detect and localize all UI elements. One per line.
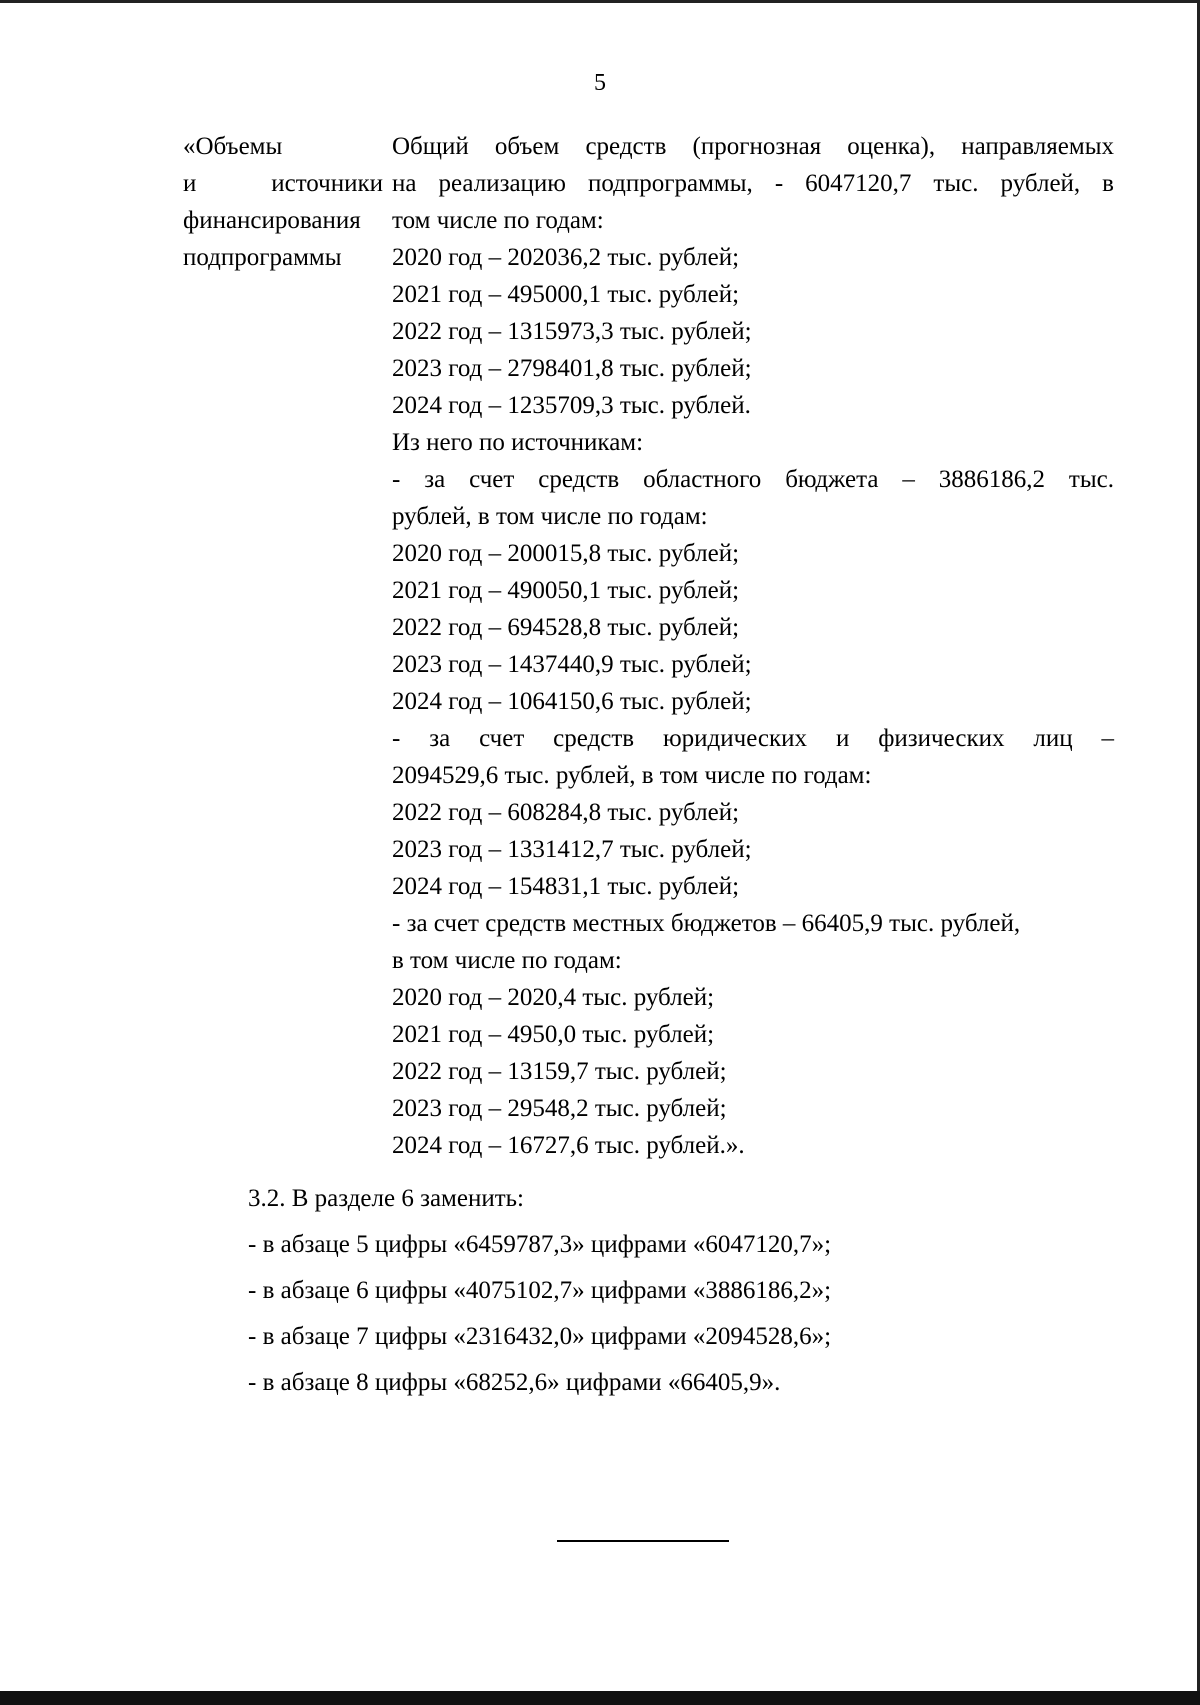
financing-source-line: - за счет средств областного бюджета – 3886186,2 тыс.: [392, 466, 1114, 493]
financing-text: [392, 128, 1114, 1164]
financing-year-line: 2023 год – 29548,2 тыс. рублей;: [392, 1095, 727, 1122]
financing-year-line: 2023 год – 1331412,7 тыс. рублей;: [392, 836, 752, 863]
financing-line: на реализацию подпрограммы, - 6047120,7 тыс. рублей, в: [392, 170, 1114, 197]
financing-year-line: 2022 год – 1315973,3 тыс. рублей;: [392, 318, 752, 345]
financing-year-line: 2024 год – 16727,6 тыс. рублей.».: [392, 1132, 745, 1159]
financing-line: 2094529,6 тыс. рублей, в том числе по годам:: [392, 762, 872, 789]
financing-year-line: 2021 год – 495000,1 тыс. рублей;: [392, 281, 740, 308]
changes-heading: 3.2. В разделе 6 заменить:: [248, 1185, 525, 1212]
page-number: 5: [594, 70, 606, 96]
financing-year-line: 2021 год – 490050,1 тыс. рублей;: [392, 577, 740, 604]
scan-edge-top: [0, 0, 1200, 3]
financing-year-line: 2022 год – 608284,8 тыс. рублей;: [392, 799, 740, 826]
financing-year-line: 2021 год – 4950,0 тыс. рублей;: [392, 1021, 715, 1048]
change-item: - в абзаце 8 цифры «68252,6» цифрами «66405,9».: [248, 1369, 781, 1396]
change-item: - в абзаце 6 цифры «4075102,7» цифрами «3886186,2»;: [248, 1277, 832, 1304]
financing-year-line: 2024 год – 1064150,6 тыс. рублей;: [392, 688, 752, 715]
section-label-line-1: «Объемы: [183, 133, 283, 160]
changes-section: [248, 1176, 1148, 1406]
section-label-line-2-left: и: [183, 170, 197, 197]
section-label-line-3: финансирования: [183, 207, 361, 234]
section-label-line-2: [183, 165, 383, 202]
financing-line: Общий объем средств (прогнозная оценка), направляемых: [392, 133, 1114, 160]
financing-source-line: - за счет средств местных бюджетов – 66405,9 тыс. рублей,: [392, 910, 1021, 937]
financing-line: в том числе по годам:: [392, 947, 622, 974]
financing-year-line: 2023 год – 1437440,9 тыс. рублей;: [392, 651, 752, 678]
financing-year-line: 2020 год – 200015,8 тыс. рублей;: [392, 540, 740, 567]
section-label: [183, 128, 383, 276]
financing-year-line: 2024 год – 1235709,3 тыс. рублей.: [392, 392, 751, 419]
financing-year-line: 2023 год – 2798401,8 тыс. рублей;: [392, 355, 752, 382]
change-item: - в абзаце 7 цифры «2316432,0» цифрами «2094528,6»;: [248, 1323, 832, 1350]
financing-year-line: 2022 год – 13159,7 тыс. рублей;: [392, 1058, 727, 1085]
change-item: - в абзаце 5 цифры «6459787,3» цифрами «6047120,7»;: [248, 1231, 832, 1258]
section-label-line-2-right: источники: [271, 170, 383, 197]
financing-line: Из него по источникам:: [392, 429, 644, 456]
financing-line: рублей, в том числе по годам:: [392, 503, 708, 530]
financing-year-line: 2020 год – 202036,2 тыс. рублей;: [392, 244, 740, 271]
scan-edge-bottom: [0, 1691, 1200, 1705]
financing-year-line: 2022 год – 694528,8 тыс. рублей;: [392, 614, 740, 641]
section-label-line-4: подпрограммы: [183, 244, 342, 271]
footer-rule: [557, 1540, 729, 1542]
financing-year-line: 2024 год – 154831,1 тыс. рублей;: [392, 873, 740, 900]
financing-line: том числе по годам:: [392, 207, 604, 234]
financing-year-line: 2020 год – 2020,4 тыс. рублей;: [392, 984, 715, 1011]
financing-source-line: - за счет средств юридических и физических лиц –: [392, 725, 1114, 752]
